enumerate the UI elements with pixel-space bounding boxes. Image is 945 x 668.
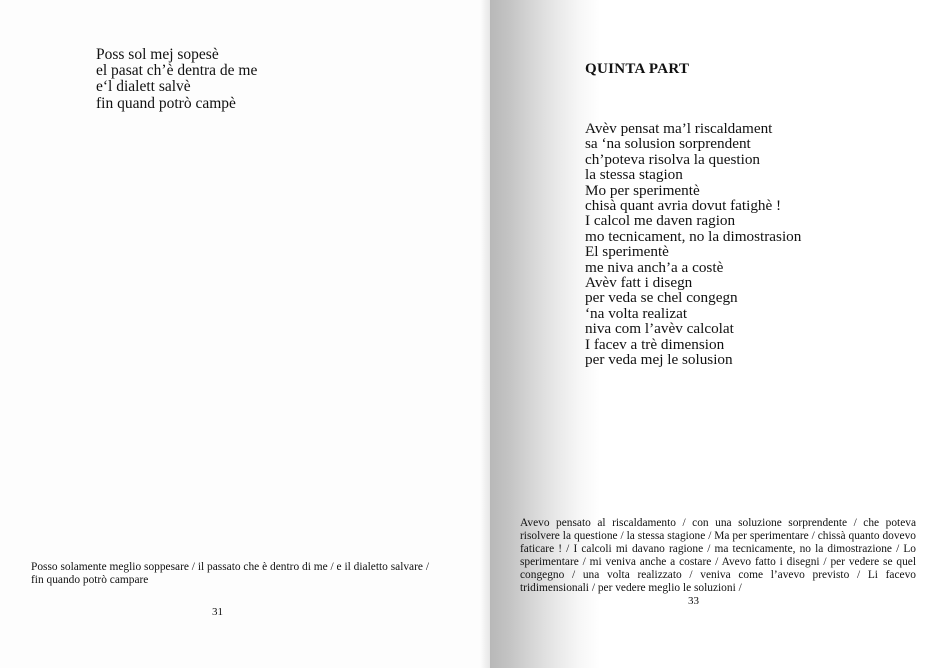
poem-line: sa ‘na solusion sorprendent [585, 135, 751, 153]
poem-line: mo tecnicament, no la dimostrasion [585, 227, 802, 245]
poem-line: Avèv fatt i disegn [585, 274, 693, 292]
right-translation: Avevo pensato al riscaldamento / con una soluzione sorprendente / che poteva risolvere la questione / la stessa stagione / Ma per sperimentare / chissà quanto dovevo faticare ! / I calcoli mi davano ragione / ma tecnicamente, no la dimostrazione / Lo sperimentare / mi veniva anche a costare / Avevo fatto i disegni / per vedere se quel congegno / una volta realizzato / veniva come l’avevo previsto / Li facevo tridimensionali / per vedere meglio le soluzioni / [520, 517, 916, 594]
left-translation: Posso solamente meglio soppesare / il passato che è dentro di me / e il dialetto salvare / fin quando potrò campare [31, 561, 429, 586]
poem-line: Avèv pensat ma’l riscaldament [585, 120, 773, 137]
poem-line: El sperimentè [585, 243, 669, 261]
right-page [490, 0, 945, 668]
poem-line: Poss sol mej sopesè [96, 46, 219, 63]
poem-line: Mo per sperimentè [585, 181, 700, 199]
poem-line: I facev a trè dimension [585, 335, 725, 353]
poem-line: per veda mej le solusion [585, 351, 733, 369]
left-poem [96, 47, 257, 112]
poem-line: chisà quant avria dovut fatighè ! [585, 197, 782, 215]
section-title: QUINTA PART [585, 61, 690, 77]
poem-line: per veda se chel congegn [585, 289, 738, 307]
poem-line: e‘l dialett salvè [96, 78, 191, 96]
poem-line: la stessa stagion [585, 166, 683, 184]
right-page-number: 33 [688, 595, 699, 607]
spine-shadow-left [480, 0, 490, 668]
left-page-number: 31 [212, 606, 223, 618]
poem-line: ch’poteva risolva la question [585, 150, 761, 168]
poem-line: el pasat ch’è dentra de me [96, 62, 258, 80]
right-poem [585, 121, 801, 368]
poem-line: niva com l’avèv calcolat [585, 320, 734, 338]
poem-line: ‘na volta realizat [585, 304, 688, 322]
poem-line: me niva anch’a a costè [585, 258, 724, 276]
poem-line: fin quand potrò campè [96, 94, 236, 112]
poem-line: I calcol me daven ragion [585, 212, 736, 230]
